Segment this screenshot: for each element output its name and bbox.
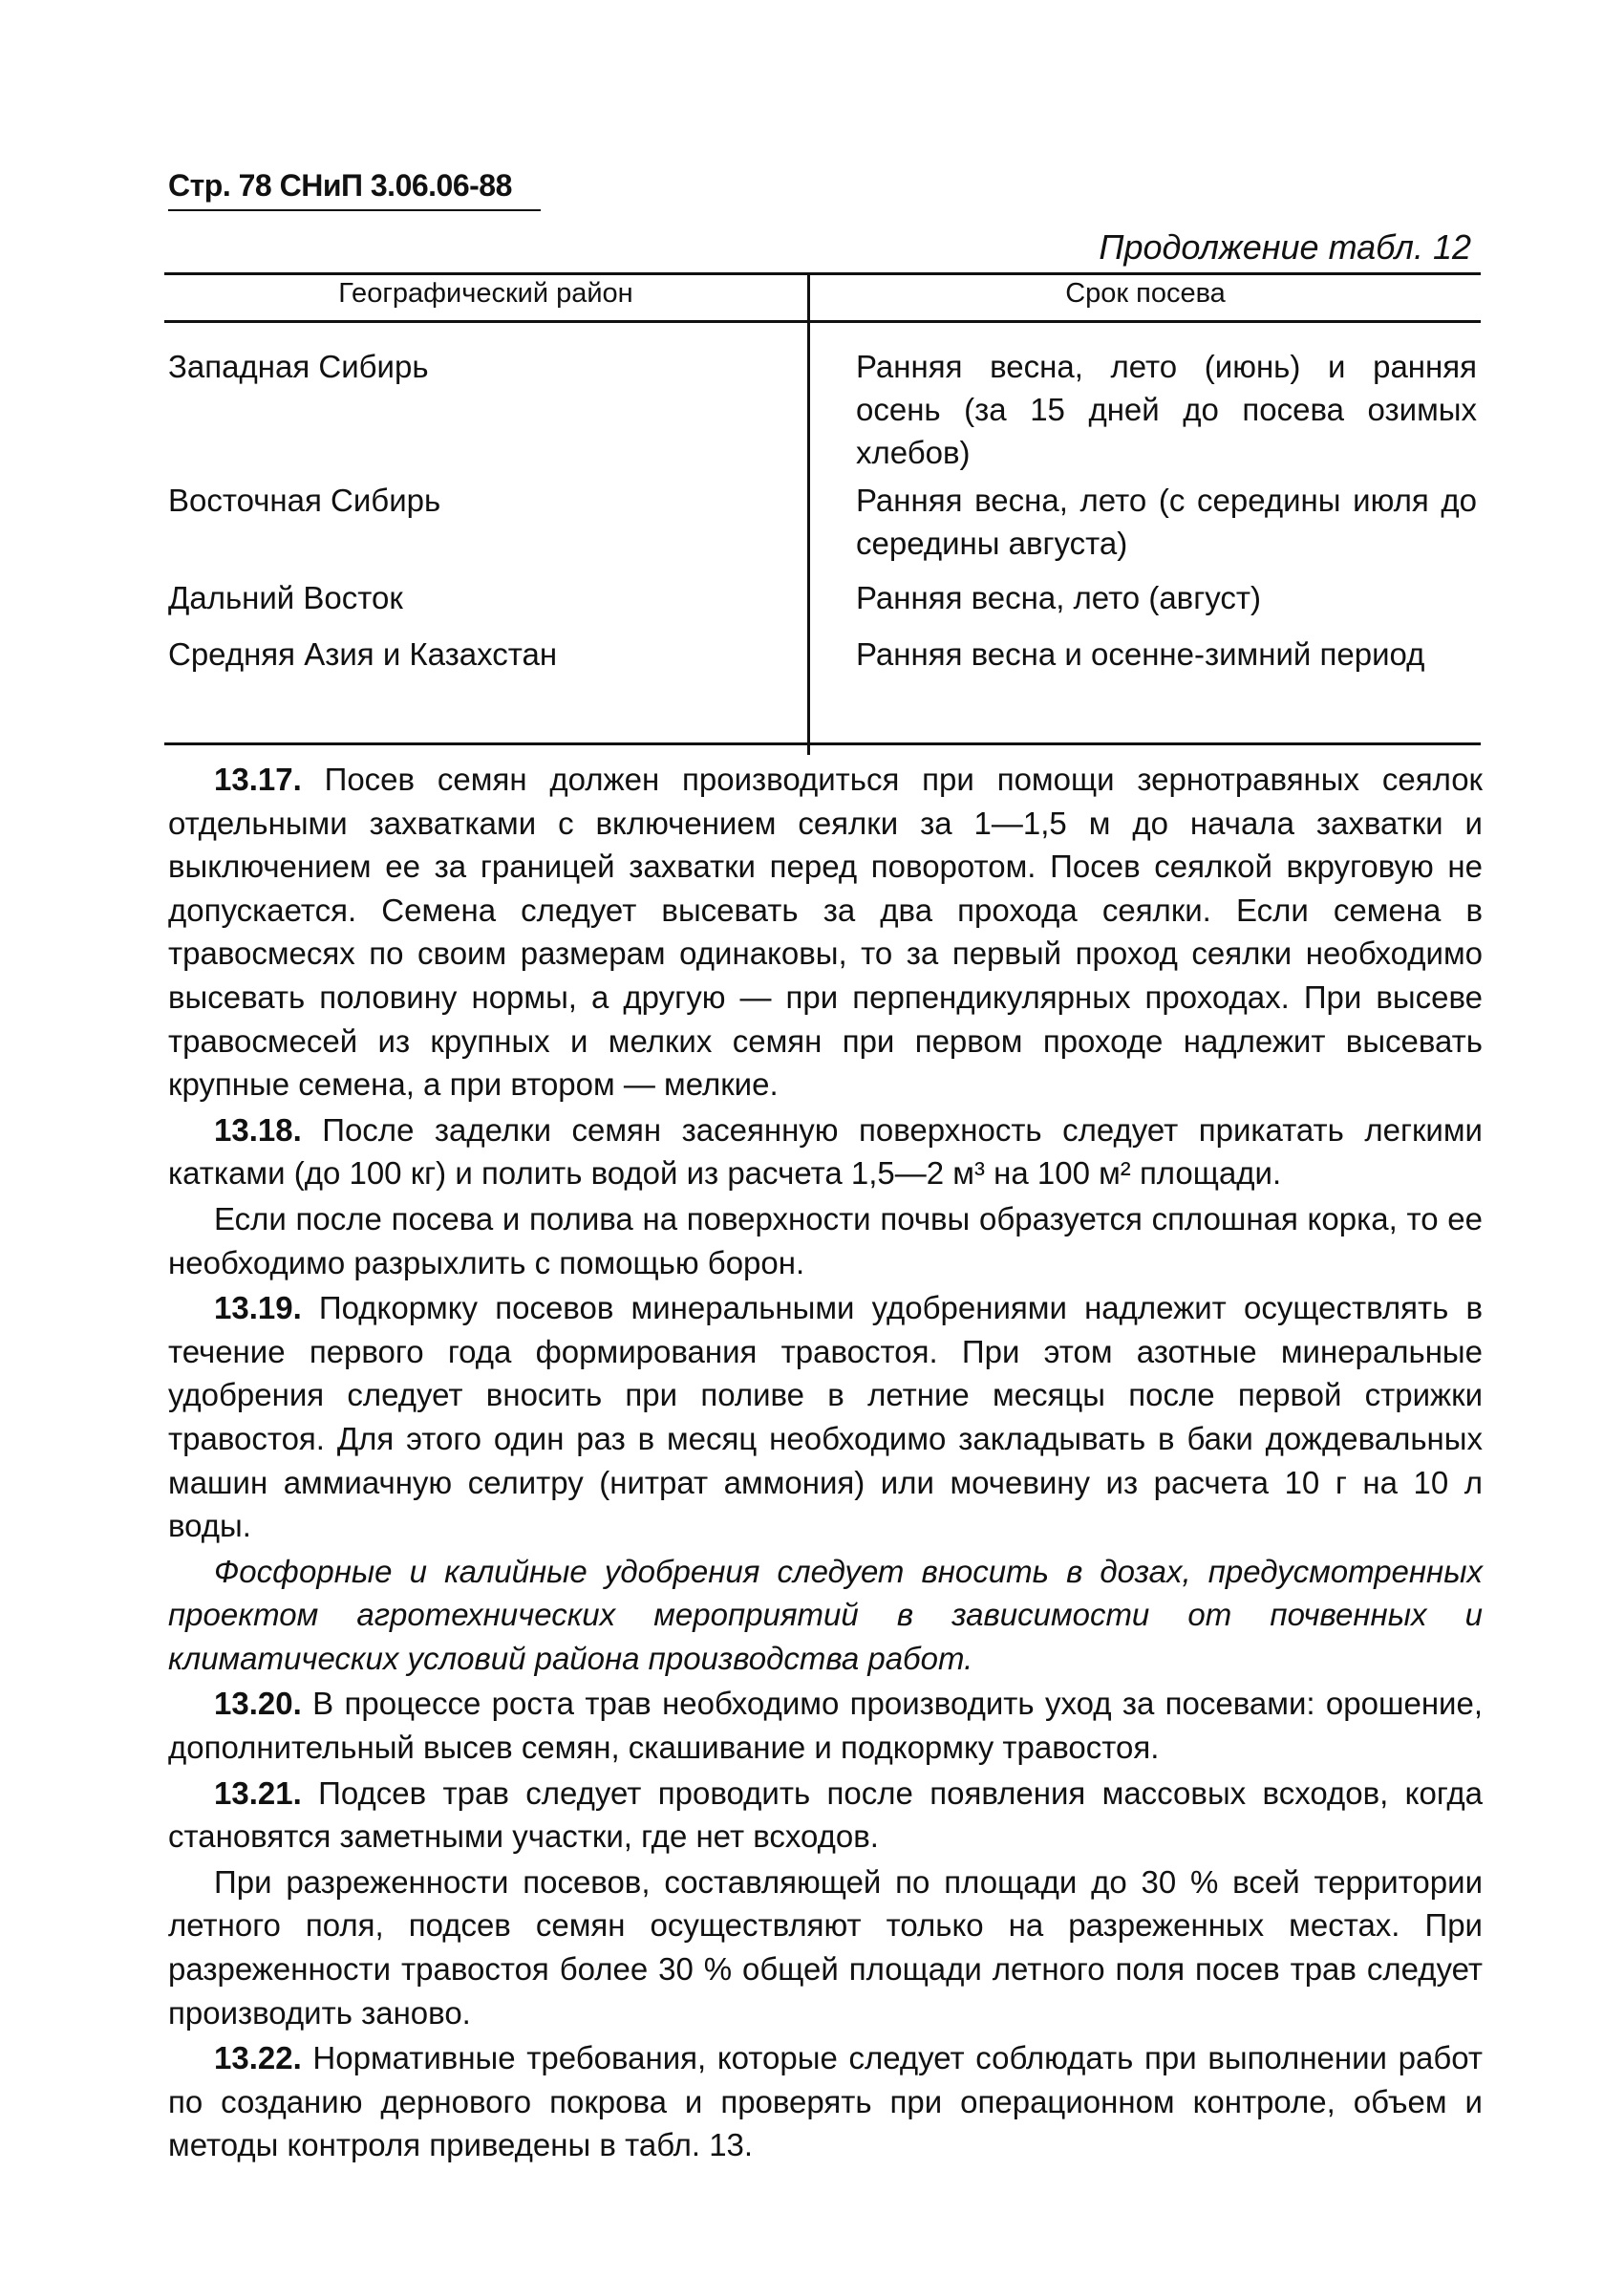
table-cell-period: Ранняя весна, лето (август) — [856, 580, 1261, 615]
paragraph-13-22 — [168, 2036, 1483, 2167]
paragraph-text: В процессе роста трав необходимо производить уход за посевами: орошение, дополнительный высев семян, скашивание и подкормку травостоя. — [168, 1686, 1483, 1766]
clause-number: 13.17. — [214, 762, 302, 797]
paragraph-text: Посев семян должен производиться при помощи зернотравяных сеялок отдельными захватками с включением сеялки за 1—1,5 м до начала захватки и выключением ее за границей захватки перед поворотом. Посев сеялкой вкруговую не допускается. Семена следует высевать за два прохода сеялки. Если семена в травосмесях по своим размерам одинаковы, то за первый проход сеялки необходимо высевать половину нормы, а другую — при перпендикулярных проходах. При высеве травосмесей из крупных и мелких семян при первом проходе надлежит высевать крупные семена, а при втором — мелкие. — [168, 762, 1483, 1103]
table-column-divider — [807, 272, 810, 755]
table-continuation-label: Продолжение табл. 12 — [1099, 227, 1471, 267]
table-top-rule — [164, 272, 1481, 275]
paragraph-text: Нормативные требования, которые следует соблюдать при выполнении работ по созданию дернового покрова и проверять при операционном контроле, объем и методы контроля приведены в табл. 13. — [168, 2040, 1483, 2163]
running-header: Стр. 78 СНиП 3.06.06-88 — [168, 168, 541, 211]
paragraph-13-17 — [168, 758, 1483, 1107]
paragraph-13-19 — [168, 1286, 1483, 1548]
table-cell-period: Ранняя весна и осенне-зимний период — [856, 636, 1425, 672]
paragraph-13-18 — [168, 1108, 1483, 1195]
paragraph-crust — [168, 1197, 1483, 1284]
paragraph-13-21 — [168, 1772, 1483, 1859]
table-cell-region: Средняя Азия и Казахстан — [168, 636, 558, 672]
clause-number: 13.20. — [214, 1686, 302, 1722]
paragraph-fertilizers — [168, 1550, 1483, 1681]
clause-number: 13.21. — [214, 1774, 302, 1811]
paragraph-text: После заделки семян засеянную поверхность следует прикатать легкими катками (до 100 кг) и полить водой из расчета 1,5—2 м³ на 100 м² площади. — [168, 1111, 1483, 1192]
table-cell-period: Ранняя весна, лето (июнь) и ранняя осень (за 15 дней до посева озимых хлебов) — [856, 349, 1477, 470]
table-header-rule — [164, 320, 1481, 323]
paragraph-text: Подсев трав следует проводить после появления массовых всходов, когда становятся заметными участки, где нет всходов. — [168, 1774, 1483, 1855]
sowing-period-table — [164, 272, 1481, 750]
paragraph-text: При разреженности посевов, составляющей по площади до 30 % всей территории летного поля, подсев семян осуществляют только на разреженных местах. При разреженности травостоя более 30 % общей площади летного поля посев трав следует производить заново. — [168, 1863, 1483, 2031]
paragraph-text: Фосфорные и калийные удобрения следует вносить в дозах, предусмотренных проектом агротехнических мероприятий в зависимости от почвенных и климатических условий района производства работ. — [168, 1553, 1483, 1676]
column-header-region: Географический район — [338, 278, 633, 309]
table-cell-region: Дальний Восток — [168, 580, 403, 615]
paragraph-text: Подкормку посевов минеральными удобрениями надлежит осуществлять в течение первого года формирования травостоя. При этом азотные минеральные удобрения следует вносить при поливе в летние месяцы после первой стрижки травостоя. Для этого один раз в месяц необходимо закладывать в баки дождевальных машин аммиачную селитру (нитрат аммония) или мочевину из расчета 10 г на 10 л воды. — [168, 1290, 1483, 1544]
table-bottom-rule — [164, 742, 1481, 745]
paragraph-text: Если после посева и полива на поверхности почвы образуется сплошная корка, то ее необходимо разрыхлить с помощью борон. — [168, 1200, 1483, 1280]
clause-number: 13.19. — [214, 1290, 302, 1326]
table-cell-period: Ранняя весна, лето (с середины июля до середины августа) — [856, 483, 1477, 561]
table-cell-region: Восточная Сибирь — [168, 483, 441, 518]
paragraph-sparse — [168, 1860, 1483, 2034]
clause-number: 13.22. — [214, 2040, 302, 2076]
body-text — [168, 758, 1483, 2169]
table-cell-region: Западная Сибирь — [168, 349, 429, 384]
column-header-period: Срок посева — [1065, 278, 1226, 309]
paragraph-13-20 — [168, 1682, 1483, 1769]
clause-number: 13.18. — [214, 1111, 302, 1148]
